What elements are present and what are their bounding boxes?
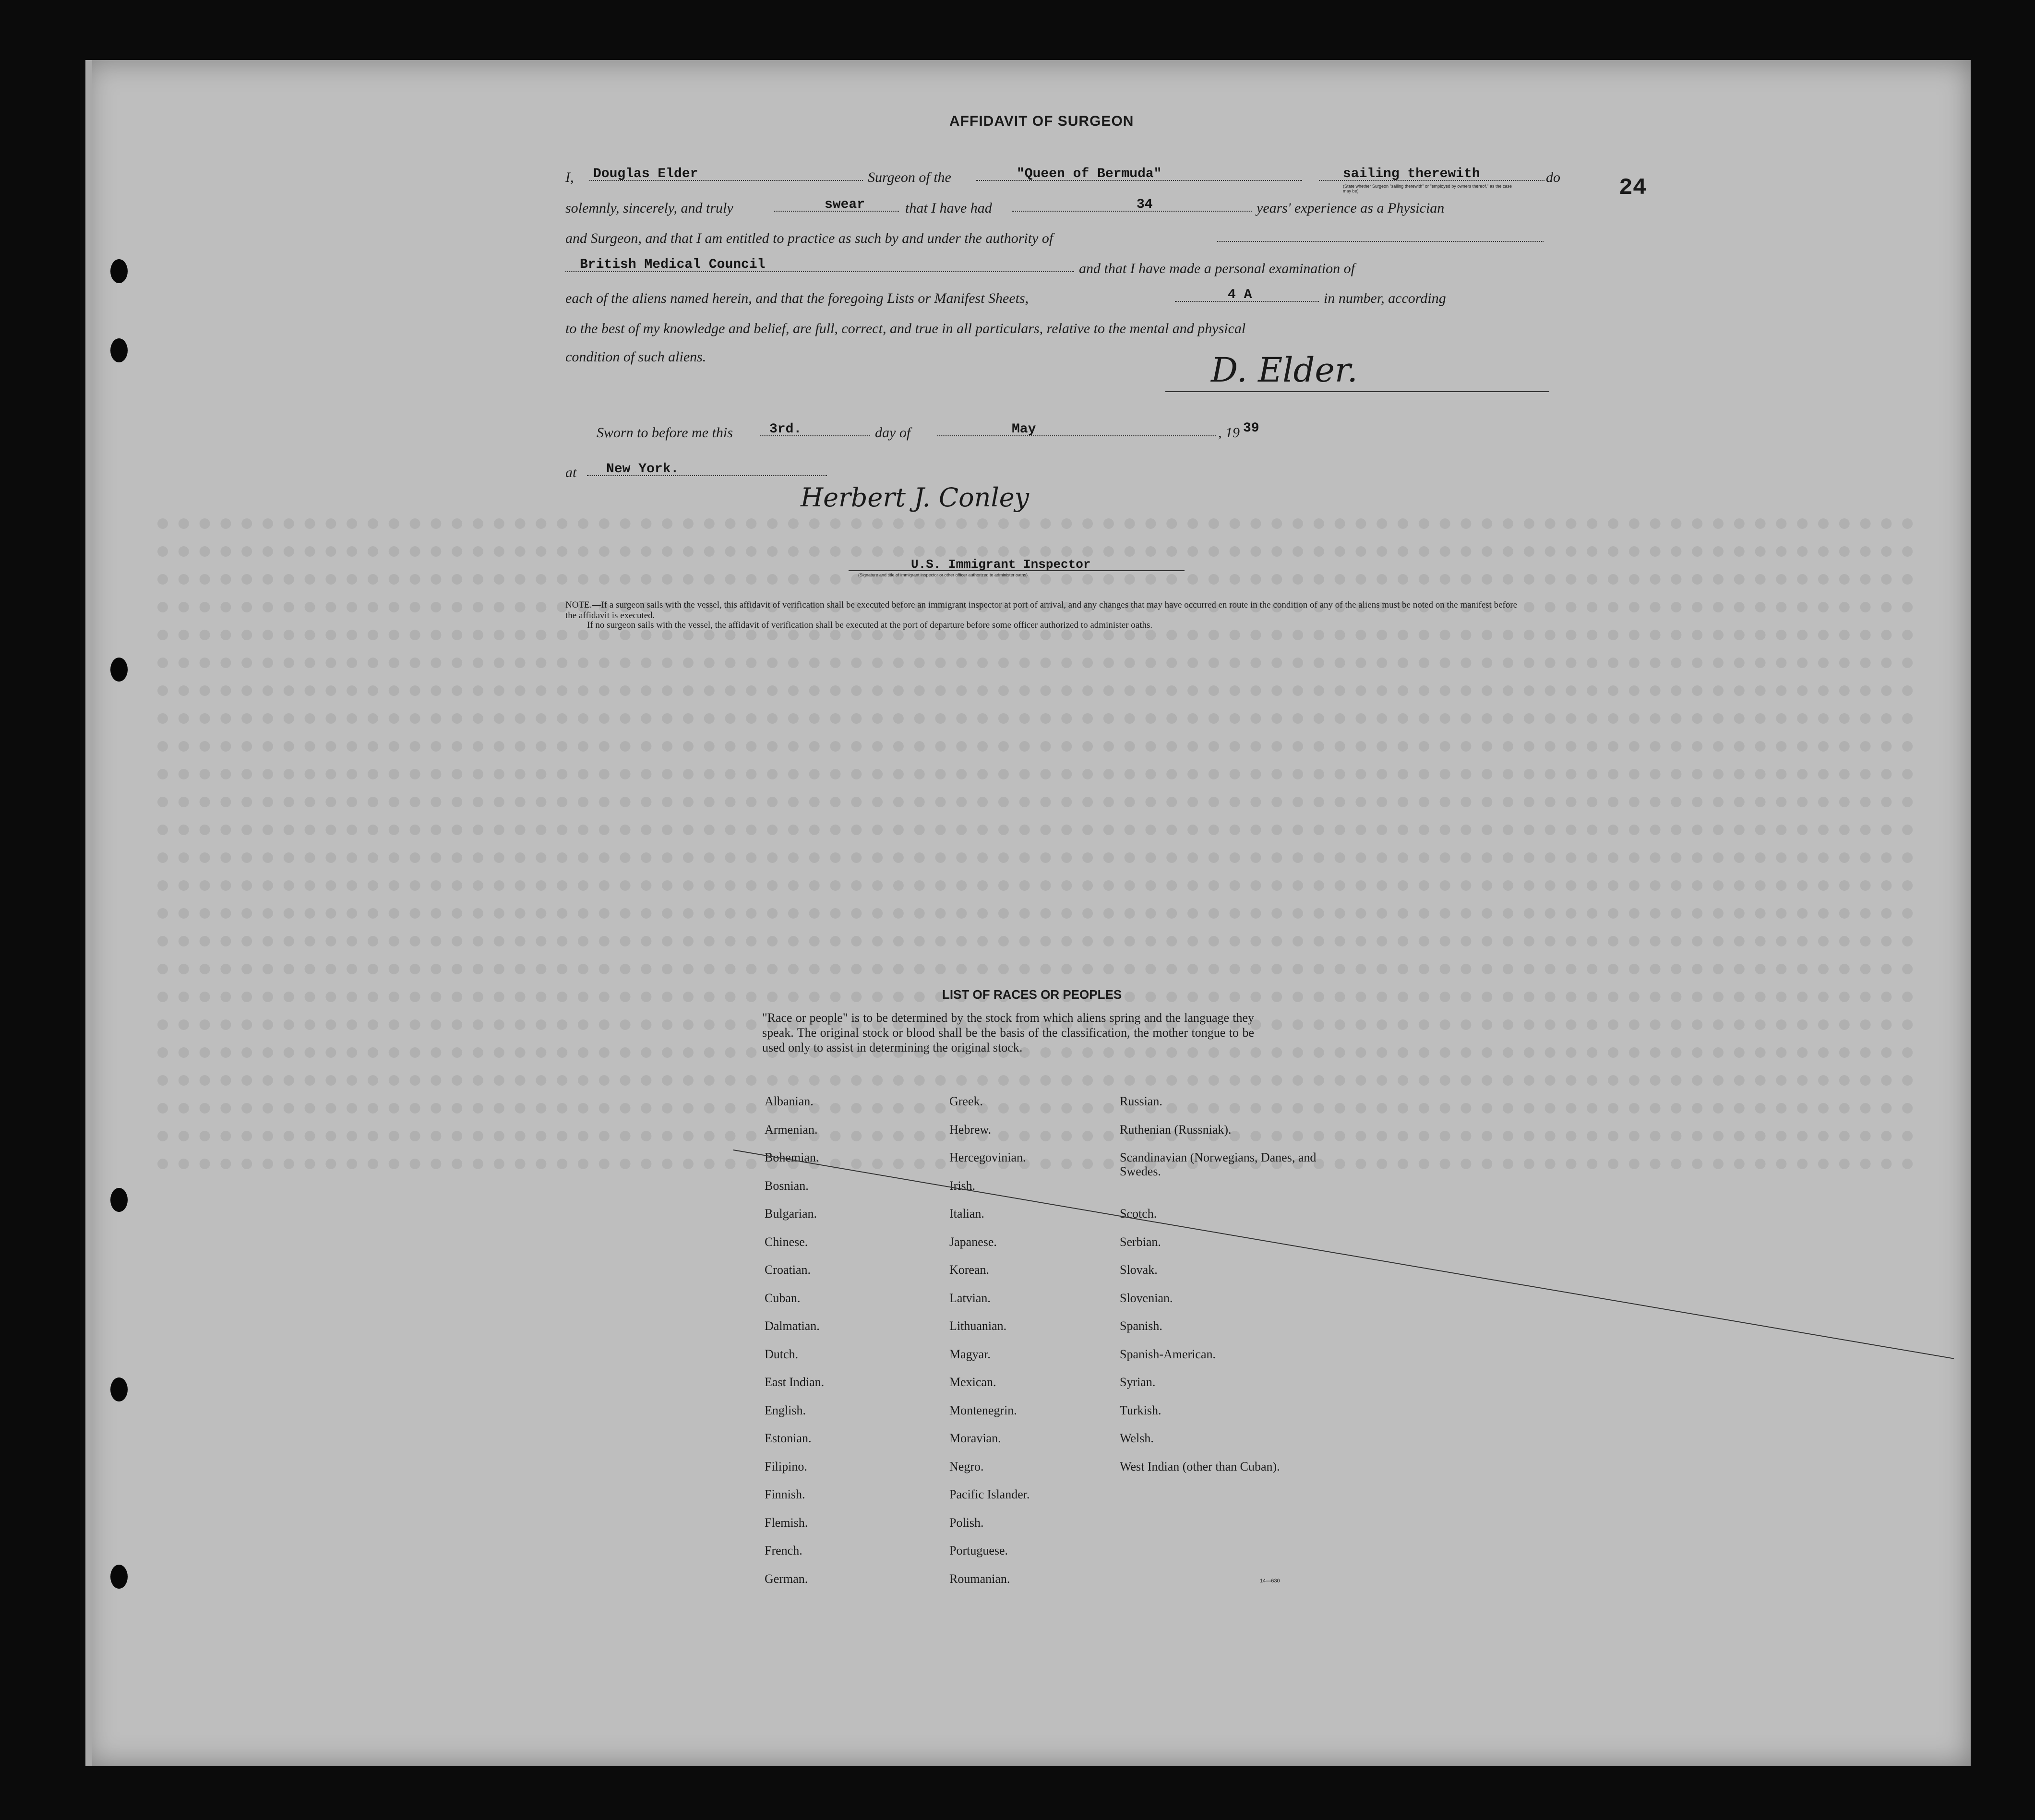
race-item: Bohemian.: [765, 1150, 819, 1164]
race-item: Japanese.: [949, 1234, 997, 1249]
race-item: Armenian.: [765, 1122, 818, 1137]
blank-line: [1012, 211, 1252, 212]
race-item: West Indian (other than Cuban).: [1120, 1459, 1280, 1473]
bleed-through-row: [157, 880, 1913, 891]
binder-hole: [110, 1377, 128, 1401]
inspector-signature: Herbert J. Conley: [801, 482, 1029, 513]
bleed-through-row: [157, 769, 1913, 779]
surgeon-name: Douglas Elder: [593, 167, 698, 181]
race-item: Moravian.: [949, 1431, 1001, 1445]
pen-scratch-line: [733, 1149, 1954, 1359]
race-item: Greek.: [949, 1094, 983, 1108]
inspector-title: U.S. Immigrant Inspector: [911, 557, 1091, 572]
bleed-through-row: [157, 658, 1913, 668]
bleed-through-row: [157, 1103, 1913, 1114]
signature-line: [1165, 391, 1549, 392]
form-number: 14—630: [1260, 1578, 1280, 1584]
bleed-through-row: [157, 1075, 1913, 1086]
bleed-through-row: [157, 797, 1913, 807]
binder-hole: [110, 658, 128, 682]
affidavit-text: day of: [875, 425, 911, 441]
race-item: Slovenian.: [1120, 1291, 1173, 1305]
race-item: Spanish.: [1120, 1319, 1162, 1333]
race-item: Croatian.: [765, 1263, 811, 1277]
affidavit-text: to the best of my knowledge and belief, are full, correct, and true in all particulars, relative to the mental and physical: [565, 321, 1246, 336]
race-item: Bosnian.: [765, 1178, 809, 1193]
affidavit-text: years' experience as a Physician: [1257, 200, 1445, 216]
bleed-through-row: [157, 741, 1913, 752]
race-item: English.: [765, 1403, 806, 1417]
races-title: LIST OF RACES OR PEOPLES: [942, 987, 1122, 1002]
race-item: Magyar.: [949, 1347, 991, 1361]
document-sheet: [85, 60, 1971, 1766]
race-item: Scandinavian (Norwegians, Danes, and Swedes.: [1120, 1150, 1317, 1178]
sworn-month: May: [1012, 422, 1036, 437]
binder-hole: [110, 1565, 128, 1589]
bleed-through-row: [157, 713, 1913, 724]
race-item: Lithuanian.: [949, 1319, 1007, 1333]
page-number: 24: [1619, 175, 1647, 201]
race-item: Russian.: [1120, 1094, 1162, 1108]
bleed-through-row: [157, 936, 1913, 946]
race-item: Dalmatian.: [765, 1319, 820, 1333]
years-experience: 34: [1137, 197, 1153, 212]
bleed-through-row: [157, 964, 1913, 974]
inspector-caption: (Signature and title of immigrant inspector or other officer authorized to administer oaths): [858, 573, 1028, 577]
affidavit-text: at: [565, 465, 577, 480]
affidavit-text: do: [1546, 169, 1560, 185]
surgeon-signature: D. Elder.: [1211, 350, 1358, 390]
race-item: Filipino.: [765, 1459, 807, 1473]
races-column-2: [949, 1094, 1030, 1600]
race-item: Welsh.: [1120, 1431, 1154, 1445]
race-item: Turkish.: [1120, 1403, 1161, 1417]
race-item: Slovak.: [1120, 1263, 1158, 1277]
sworn-day: 3rd.: [769, 422, 802, 437]
bleed-through-row: [157, 852, 1913, 863]
race-item: Korean.: [949, 1263, 990, 1277]
race-item: Italian.: [949, 1207, 984, 1221]
race-item: Portuguese.: [949, 1544, 1008, 1557]
blank-line: [937, 435, 1216, 436]
affidavit-text: that I have had: [905, 200, 992, 216]
race-item: Spanish-American.: [1120, 1347, 1216, 1361]
sworn-year: 39: [1243, 421, 1259, 436]
affidavit-text: and that I have made a personal examination of: [1079, 261, 1355, 276]
oath-word: swear: [825, 197, 865, 212]
race-item: Montenegrin.: [949, 1403, 1017, 1417]
affidavit-text: Surgeon of the: [868, 169, 951, 185]
bleed-through-row: [157, 685, 1913, 696]
vessel-name: "Queen of Bermuda": [1017, 167, 1162, 181]
race-item: Pacific Islander.: [949, 1487, 1030, 1501]
race-item: Irish.: [949, 1178, 976, 1193]
race-item: Hercegovinian.: [949, 1150, 1026, 1164]
race-item: Latvian.: [949, 1291, 991, 1305]
race-item: Roumanian.: [949, 1571, 1010, 1586]
affidavit-text: and Surgeon, and that I am entitled to practice as such by and under the authority of: [565, 230, 1053, 246]
race-item: Ruthenian (Russniak).: [1120, 1122, 1232, 1137]
bleed-through-row: [157, 546, 1913, 557]
affidavit-text: in number, according: [1324, 290, 1446, 306]
authority-name: British Medical Council: [580, 257, 766, 272]
bleed-through-row: [157, 574, 1913, 585]
bleed-through-row: [157, 1131, 1913, 1141]
affidavit-text: I,: [565, 169, 574, 185]
binder-hole: [110, 1188, 128, 1212]
binder-hole: [110, 259, 128, 283]
race-item: Flemish.: [765, 1515, 808, 1530]
sworn-place: New York.: [606, 462, 679, 477]
surgeon-status: sailing therewith: [1343, 167, 1480, 181]
affidavit-title: AFFIDAVIT OF SURGEON: [949, 113, 1134, 129]
bleed-through-row: [157, 1159, 1913, 1169]
race-item: Mexican.: [949, 1375, 996, 1389]
bleed-through-row: [157, 630, 1913, 640]
bleed-through-row: [157, 908, 1913, 919]
race-item: French.: [765, 1544, 802, 1557]
race-item: East Indian.: [765, 1375, 825, 1389]
bleed-through-row: [157, 518, 1913, 529]
race-item: Albanian.: [765, 1094, 814, 1108]
race-item: Chinese.: [765, 1234, 808, 1249]
race-item: Polish.: [949, 1515, 984, 1530]
bleed-through-row: [157, 825, 1913, 835]
page-fold-edge: [85, 60, 92, 1766]
race-item: Syrian.: [1120, 1375, 1156, 1389]
blank-line: [1217, 241, 1544, 242]
races-column-3: [1120, 1094, 1317, 1487]
race-item: Cuban.: [765, 1291, 801, 1305]
race-item: Dutch.: [765, 1347, 799, 1361]
race-item: German.: [765, 1571, 808, 1586]
race-item: Finnish.: [765, 1487, 805, 1501]
races-intro: "Race or people" is to be determined by the stock from which aliens spring and the language they speak. The original stock or blood shall be the basis of the classification, the mother tongue to be used only to assist in determining the original stock.: [762, 1011, 1254, 1054]
affidavit-text: Sworn to before me this: [597, 425, 733, 441]
race-item: Estonian.: [765, 1431, 812, 1445]
race-item: Serbian.: [1120, 1234, 1161, 1249]
binder-hole: [110, 338, 128, 362]
status-note: (State whether Surgeon "sailing therewith" or "employed by owners thereof," as the case may be): [1343, 184, 1512, 193]
affidavit-text: condition of such aliens.: [565, 349, 706, 365]
race-item: Hebrew.: [949, 1122, 992, 1137]
race-item: [1120, 1179, 1317, 1207]
affidavit-note-2: If no surgeon sails with the vessel, the affidavit of verification shall be executed at the port of departure before some officer authorized to administer oaths.: [587, 620, 1153, 630]
manifest-sheet-count: 4 A: [1228, 287, 1252, 302]
affidavit-text: , 19: [1218, 425, 1240, 441]
affidavit-text: each of the aliens named herein, and that the foregoing Lists or Manifest Sheets,: [565, 290, 1029, 306]
race-item: Scotch.: [1120, 1207, 1157, 1221]
races-column-1: [765, 1094, 824, 1600]
race-item: Bulgarian.: [765, 1207, 817, 1221]
affidavit-note: NOTE.—If a surgeon sails with the vessel, this affidavit of verification shall be executed before an immigrant inspector at port of arrival, and any changes that may have occurred en route in the condition of any of the aliens must be noted on the manifest before the affidavit is executed.: [565, 600, 1518, 621]
race-item: Negro.: [949, 1459, 984, 1473]
affidavit-text: solemnly, sincerely, and truly: [565, 200, 733, 216]
